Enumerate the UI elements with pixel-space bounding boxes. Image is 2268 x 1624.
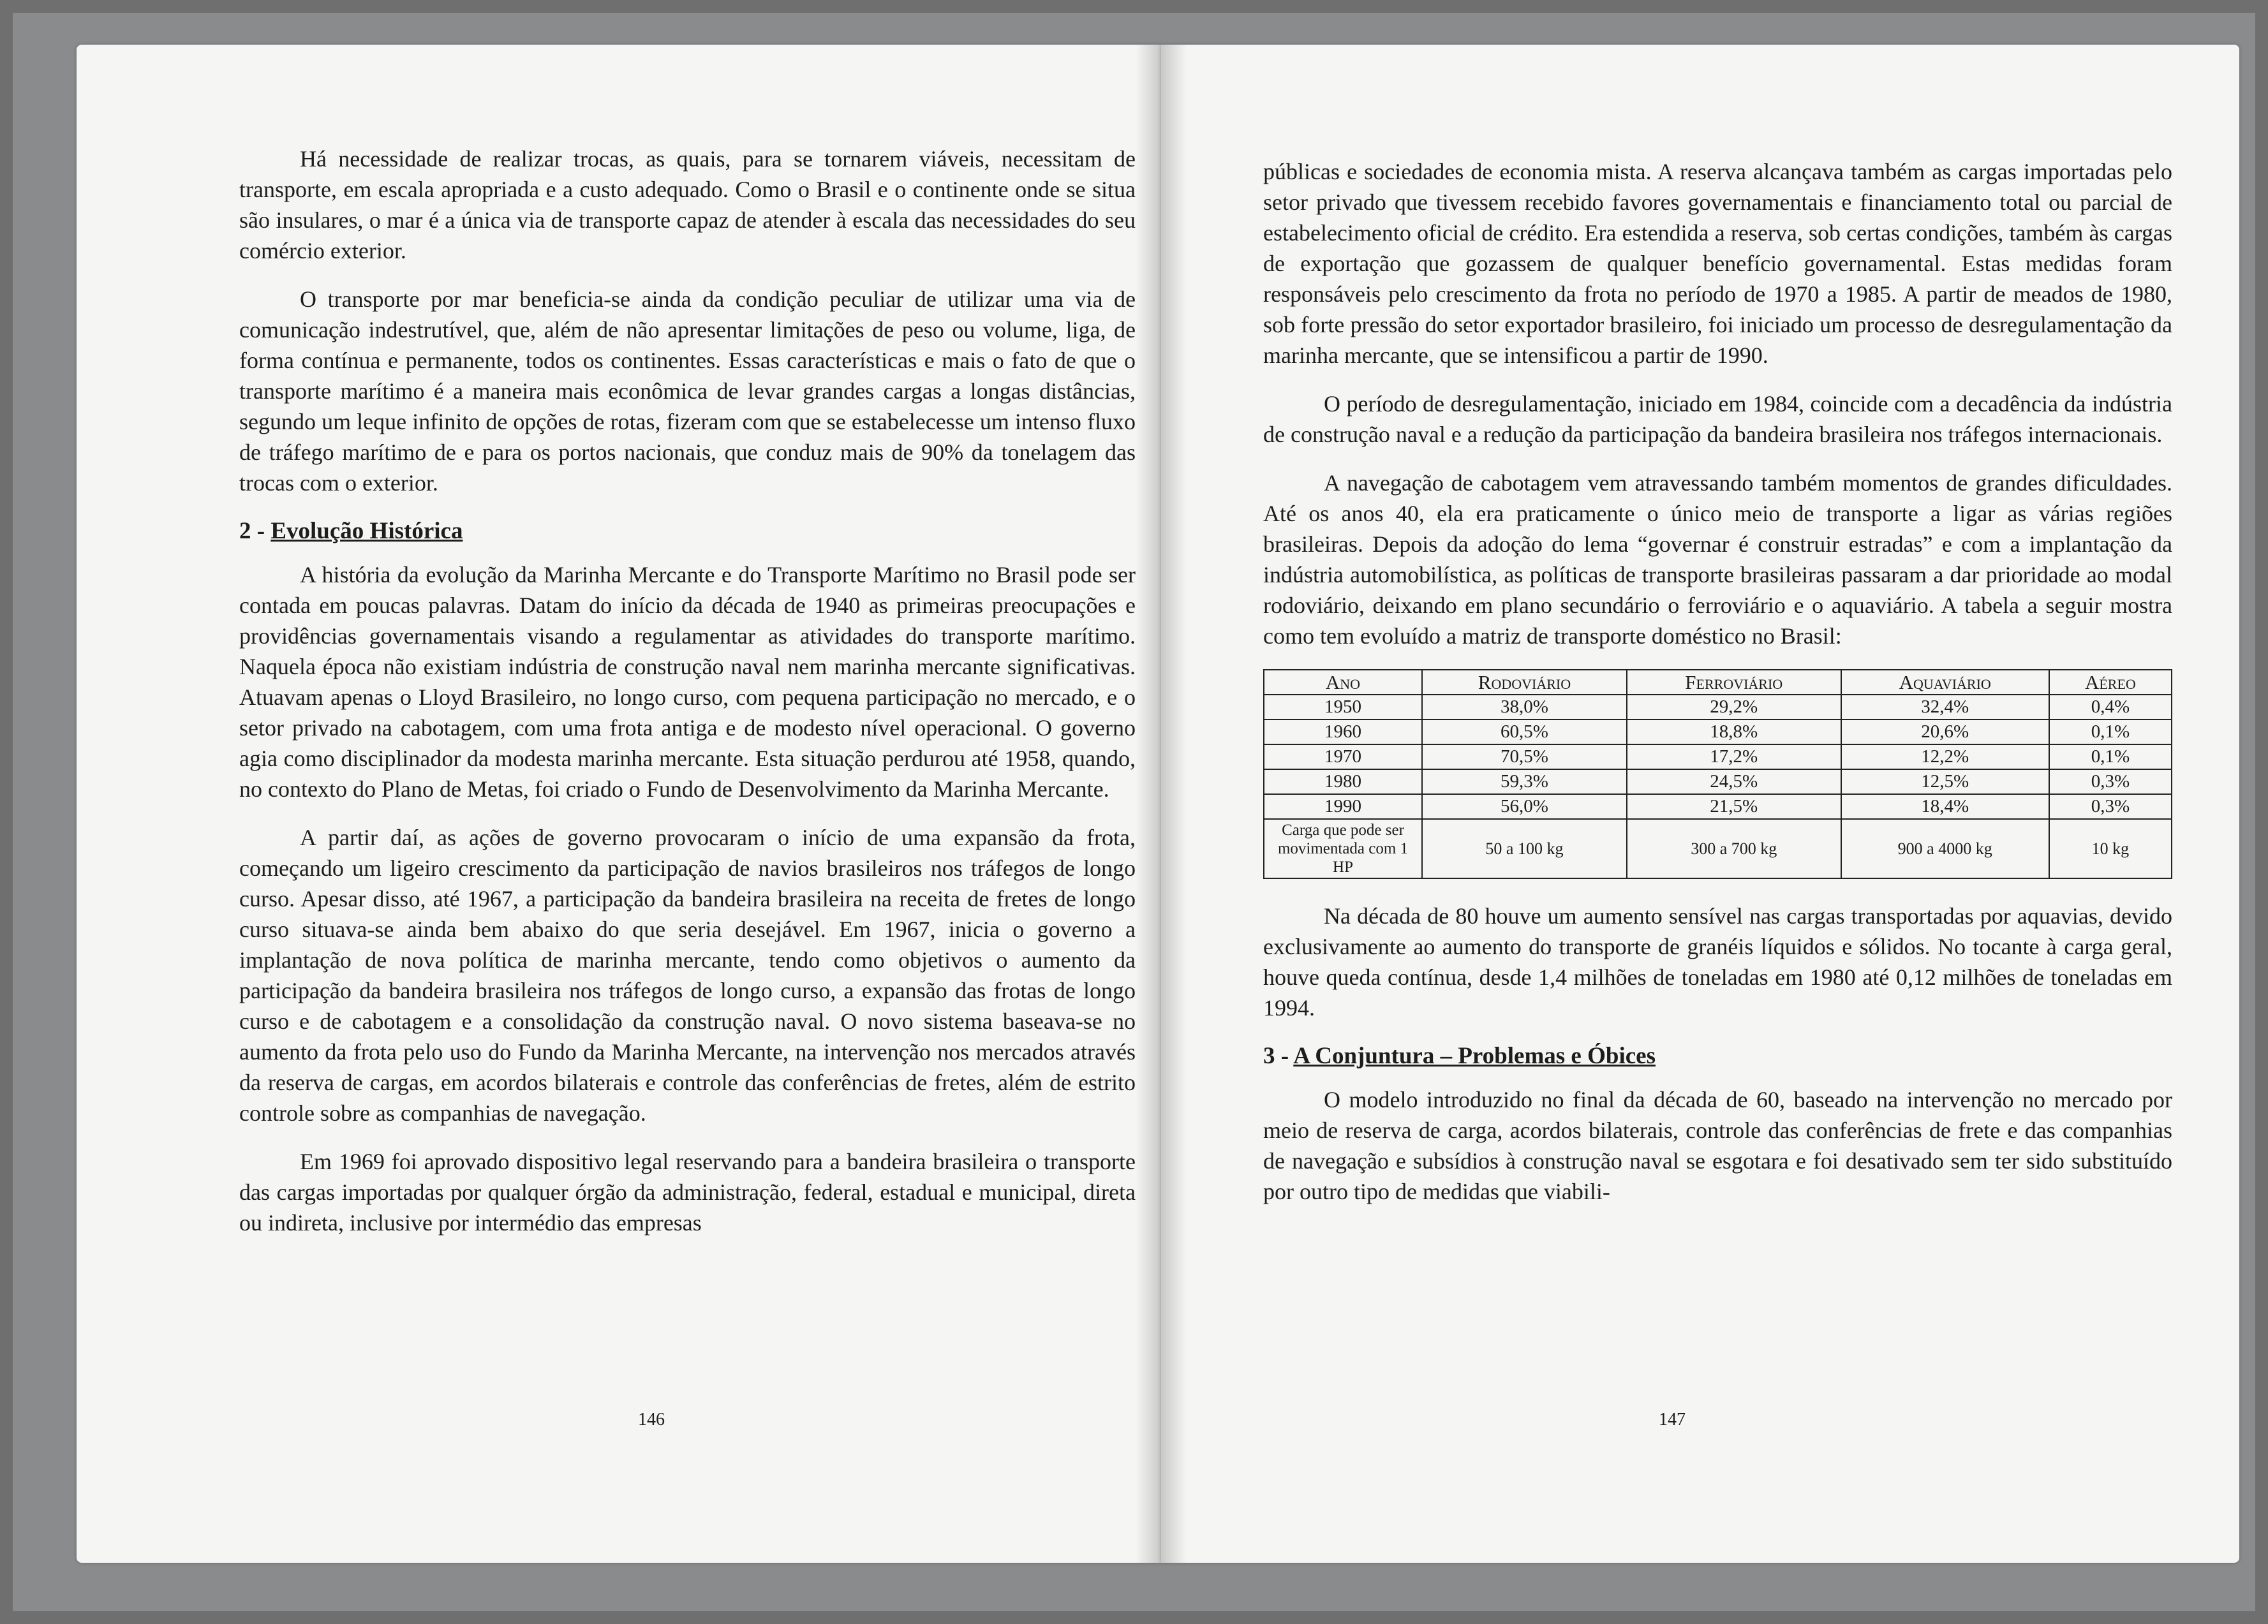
paragraph: Em 1969 foi aprovado dispositivo legal reservando para a bandeira brasileira o transporte das cargas importadas por qualquer órgão da administração, federal, estadual e municipal, direta ou indireta, inclusive por intermédio das empresas xyxy=(239,1149,1136,1236)
table-cell: 60,5% xyxy=(1422,720,1627,744)
book-gutter xyxy=(1136,45,1187,1563)
table-cell: 12,5% xyxy=(1841,769,2049,794)
right-page xyxy=(1161,45,2239,1563)
table-cell: 0,3% xyxy=(2049,794,2172,819)
table-cell: 1970 xyxy=(1264,744,1422,769)
paragraph: públicas e sociedades de economia mista. A reserva alcançava também as cargas importadas pelo setor privado que tivessem recebido favores governamentais e financiamento total ou parcial de estabelecimento oficial de crédito. Era estendida a reserva, sob certas condições, também às cargas de exportação que gozassem de qualquer benefício governamental. Estas medidas foram responsáveis pelo crescimento da frota no período de 1970 a 1985. A partir de meados de 1980, sob forte pressão do setor exportador brasileiro, foi iniciado um processo de desregulamentação da marinha mercante, que se intensificou a partir de 1990. xyxy=(1263,159,2172,368)
table-cell: 70,5% xyxy=(1422,744,1627,769)
paragraph: Na década de 80 houve um aumento sensível nas cargas transportadas por aquavias, devido exclusivamente ao aumento do transporte de granéis líquidos e sólidos. No tocante à carga geral, houve queda contínua, desde 1,4 milhões de toneladas em 1980 até 0,12 milhões de toneladas em 1994. xyxy=(1263,903,2172,1021)
page-number: 146 xyxy=(638,1410,665,1429)
table-cell: 0,3% xyxy=(2049,769,2172,794)
table-header-row xyxy=(1264,670,2172,695)
paragraph: O período de desregulamentação, iniciado em 1984, coincide com a decadência da indústria de construção naval e a redução da participação da bandeira brasileira nos tráfegos internacionais. xyxy=(1263,391,2172,447)
table-cell: Carga que pode ser movimentada com 1 HP xyxy=(1264,819,1422,878)
section-title: Evolução Histórica xyxy=(271,518,463,544)
table-cell: 21,5% xyxy=(1627,794,1841,819)
paragraph: O transporte por mar beneficia-se ainda da condição peculiar de utilizar uma via de comunicação indestrutível, que, além de não apresentar limitações de peso ou volume, liga, de forma contínua e permanente, todos os continentes. Essas características e mais o fato de que o transporte marítimo é a maneira mais econômica de levar grandes cargas a longas distâncias, segundo um leque infinito de opções de rotas, fizeram com que se estabelecesse um intenso fluxo de tráfego marítimo de e para os portos nacionais, que conduz mais de 90% da tonelagem das trocas com o exterior. xyxy=(239,286,1136,496)
table-cell: 50 a 100 kg xyxy=(1422,819,1627,878)
section-number: 3 - xyxy=(1263,1043,1289,1069)
table-row xyxy=(1264,695,2172,720)
table-cell: 0,1% xyxy=(2049,744,2172,769)
table-cell: 56,0% xyxy=(1422,794,1627,819)
page-number: 147 xyxy=(1659,1410,1686,1429)
table-cell: 17,2% xyxy=(1627,744,1841,769)
table-header: Ferroviário xyxy=(1627,670,1841,695)
section-title: A Conjuntura – Problemas e Óbices xyxy=(1293,1043,1656,1069)
paragraph: A partir daí, as ações de governo provocaram o início de uma expansão da frota, começando um ligeiro crescimento da participação de navios brasileiros nos tráfegos de longo curso. Apesar disso, até 1967, a participação da bandeira brasileira na receita de fretes de longo curso situava-se ainda bem abaixo do que seria desejável. Em 1967, inicia o governo a implantação de nova política de marinha mercante, tendo como objetivos o aumento da participação da bandeira brasileira nos tráfegos de longo curso, a expansão das frotas de longo curso e de cabotagem e a consolidação da construção naval. O novo sistema baseava-se no aumento da frota pelo uso do Fundo da Marinha Mercante, na intervenção nos mercados através da reserva de cargas, em acordos bilaterais e controle das conferências de fretes, além de estrito controle sobre as companhias de navegação. xyxy=(239,825,1136,1126)
left-page-text xyxy=(239,144,1136,1256)
table-cell: 900 a 4000 kg xyxy=(1841,819,2049,878)
table-cell: 10 kg xyxy=(2049,819,2172,878)
right-page-text xyxy=(1263,156,2172,1225)
table-cell: 18,8% xyxy=(1627,720,1841,744)
table-cell: 38,0% xyxy=(1422,695,1627,720)
table-cell: 24,5% xyxy=(1627,769,1841,794)
table-row xyxy=(1264,720,2172,744)
section-heading xyxy=(239,516,1136,547)
table-cell: 1950 xyxy=(1264,695,1422,720)
table-cell: 59,3% xyxy=(1422,769,1627,794)
table-cell: 12,2% xyxy=(1841,744,2049,769)
table-cell: 32,4% xyxy=(1841,695,2049,720)
table-cell: 300 a 700 kg xyxy=(1627,819,1841,878)
table-cell: 18,4% xyxy=(1841,794,2049,819)
paragraph: O modelo introduzido no final da década de 60, baseado na intervenção no mercado por meio de reserva de carga, acordos bilaterais, controle das conferências de frete e das companhias de navegação e subsídios à construção naval se esgotara e foi desativado sem ter sido substituído por outro tipo de medidas que viabili- xyxy=(1263,1087,2172,1204)
left-page xyxy=(77,45,1161,1563)
table-header: Aquaviário xyxy=(1841,670,2049,695)
section-number: 2 - xyxy=(239,518,265,544)
paragraph: A história da evolução da Marinha Mercante e do Transporte Marítimo no Brasil pode ser contada em poucas palavras. Datam do início da década de 1940 as primeiras preocupações e providências governamentais visando a regulamentar as atividades do transporte marítimo. Naquela época não existiam indústria de construção naval nem marinha mercante significativas. Atuavam apenas o Lloyd Brasileiro, no longo curso, com pequena participação no mercado, e o setor privado na cabotagem, com uma frota antiga e de modesto nível operacional. O governo agia como disciplinador da modesta marinha mercante. Esta situação perdurou até 1958, quando, no contexto do Plano de Metas, foi criado o Fundo de Desenvolvimento da Marinha Mercante. xyxy=(239,562,1136,802)
paragraph: A navegação de cabotagem vem atravessando também momentos de grandes dificuldades. Até os anos 40, ela era praticamente o único meio de transporte a ligar as várias regiões brasileiras. Depois da adoção do lema “governar é construir estradas” e com a implantação da indústria automobilística, as políticas de transporte brasileiras passaram a dar prioridade ao modal rodoviário, deixando em plano secundário o ferroviário e o aquaviário. A tabela a seguir mostra como tem evoluído a matriz de transporte doméstico no Brasil: xyxy=(1263,470,2172,649)
paragraph: Há necessidade de realizar trocas, as quais, para se tornarem viáveis, necessitam de transporte, em escala apropriada e a custo adequado. Como o Brasil e o continente onde se situa são insulares, o mar é a única via de transporte capaz de atender à escala das necessidades do seu comércio exterior. xyxy=(239,146,1136,263)
table-header: Rodoviário xyxy=(1422,670,1627,695)
table-cell: 1960 xyxy=(1264,720,1422,744)
table-note-row xyxy=(1264,819,2172,878)
table-row xyxy=(1264,769,2172,794)
table-cell: 1980 xyxy=(1264,769,1422,794)
section-heading xyxy=(1263,1041,2172,1072)
table-cell: 1990 xyxy=(1264,794,1422,819)
table-cell: 29,2% xyxy=(1627,695,1841,720)
table-header: Ano xyxy=(1264,670,1422,695)
table-cell: 0,4% xyxy=(2049,695,2172,720)
table-row xyxy=(1264,744,2172,769)
transport-matrix-table xyxy=(1263,669,2172,879)
table-cell: 0,1% xyxy=(2049,720,2172,744)
table-cell: 20,6% xyxy=(1841,720,2049,744)
table-header: Aéreo xyxy=(2049,670,2172,695)
table-row xyxy=(1264,794,2172,819)
